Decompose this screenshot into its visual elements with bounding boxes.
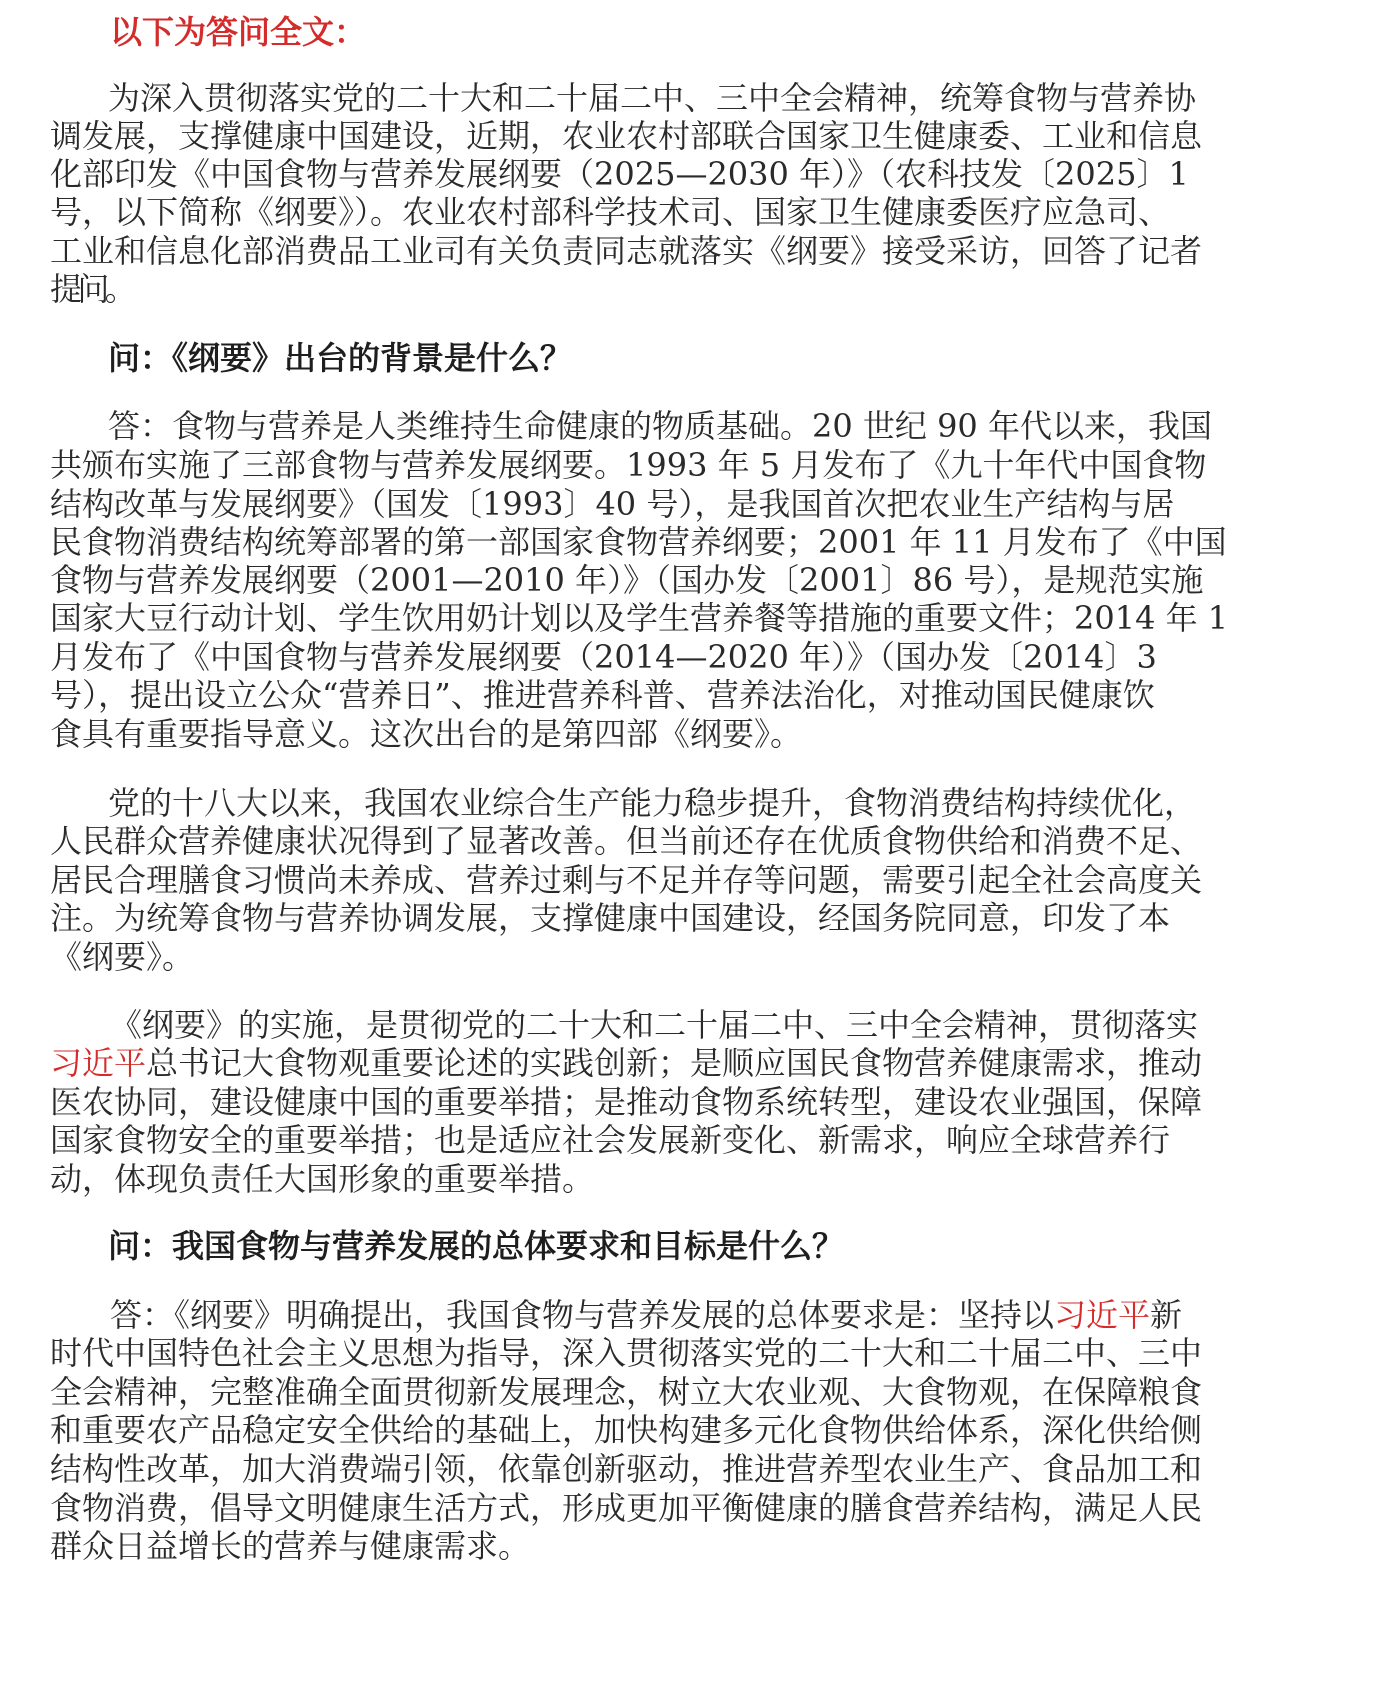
paragraph-line: 《纲要》的实施，是贯彻党的二十大和二十届二中、三中全会精神，贯彻落实	[110, 1006, 1199, 1044]
line-text: 总书记大食物观重要论述的实践创新；是顺应国民食物营养健康需求，推动	[146, 1044, 1203, 1082]
line-text: 新	[1150, 1296, 1183, 1334]
paragraph-line: 全会精神，完整准确全面贯彻新发展理念，树立大农业观、大食物观，在保障粮食	[50, 1373, 1203, 1411]
paragraph-line: 国家食物安全的重要举措；也是适应社会发展新变化、新需求，响应全球营养行	[50, 1121, 1171, 1159]
paragraph-line: 民食物消费结构统筹部署的第一部国家食物营养纲要；2001 年 11 月发布了《中国	[50, 523, 1227, 561]
paragraph-line: 和重要农产品稳定安全供给的基础上，加快构建多元化食物供给体系，深化供给侧	[50, 1411, 1203, 1449]
paragraph-line: 号，以下简称《纲要》）。农业农村部科学技术司、国家卫生健康委医疗应急司、	[50, 193, 1171, 231]
paragraph-line: 号），提出设立公众“营养日”、推进营养科普、营养法治化，对推动国民健康饮	[50, 676, 1155, 714]
paragraph-line: 注。为统筹食物与营养协调发展，支撑健康中国建设，经国务院同意，印发了本	[50, 899, 1171, 937]
highlighted-name: 习近平	[1054, 1296, 1151, 1334]
paragraph-line	[50, 1043, 1234, 1083]
paragraph-line: 医农协同，建设健康中国的重要举措；是推动食物系统转型，建设农业强国，保障	[50, 1083, 1203, 1121]
paragraph-line: 动，体现负责任大国形象的重要举措。	[50, 1160, 595, 1198]
paragraph-line: 人民群众营养健康状况得到了显著改善。但当前还存在优质食物供给和消费不足、	[50, 822, 1203, 860]
paragraph-line: 答：食物与营养是人类维持生命健康的物质基础。20 世纪 90 年代以来，我国	[108, 407, 1212, 445]
paragraph-line: 化部印发《中国食物与营养发展纲要（2025—2030 年）》（农科技发〔2025〕1	[50, 155, 1189, 193]
paragraph-line: 居民合理膳食习惯尚未养成、营养过剩与不足并存等问题，需要引起全社会高度关	[50, 861, 1203, 899]
paragraph-line: 《纲要》。	[50, 938, 195, 976]
intro-title: 以下为答问全文：	[110, 13, 367, 51]
paragraph-line: 月发布了《中国食物与营养发展纲要（2014—2020 年）》（国办发〔2014〕3	[50, 638, 1157, 676]
highlighted-name: 习近平	[50, 1044, 147, 1082]
paragraph-line: 工业和信息化部消费品工业司有关负责同志就落实《纲要》接受采访，回答了记者	[50, 232, 1203, 270]
question-heading: 问：《纲要》出台的背景是什么？	[108, 339, 573, 377]
paragraph-line: 食物消费，倡导文明健康生活方式，形成更加平衡健康的膳食营养结构，满足人民	[50, 1489, 1203, 1527]
paragraph-line: 时代中国特色社会主义思想为指导，深入贯彻落实党的二十大和二十届二中、三中	[50, 1334, 1203, 1372]
paragraph-line: 共颁布实施了三部食物与营养发展纲要。1993 年 5 月发布了《九十年代中国食物	[50, 446, 1207, 484]
paragraph-line: 食物与营养发展纲要（2001—2010 年）》（国办发〔2001〕86 号），是规范实施	[50, 561, 1204, 599]
paragraph-line: 党的十八大以来，我国农业综合生产能力稳步提升，食物消费结构持续优化，	[108, 784, 1197, 822]
line-text: 答：《纲要》明确提出，我国食物与营养发展的总体要求是：坚持以	[110, 1296, 1055, 1334]
paragraph-line: 群众日益增长的营养与健康需求。	[50, 1527, 531, 1565]
paragraph-line: 食具有重要指导意义。这次出台的是第四部《纲要》。	[50, 715, 803, 753]
question-heading: 问：我国食物与营养发展的总体要求和目标是什么？	[108, 1227, 845, 1265]
paragraph-line: 国家大豆行动计划、学生饮用奶计划以及学生营养餐等措施的重要文件；2014 年 1	[50, 599, 1229, 637]
paragraph-line: 结构改革与发展纲要》（国发〔1993〕40 号），是我国首次把农业生产结构与居	[50, 485, 1175, 523]
paragraph-line: 结构性改革，加大消费端引领，依靠创新驱动，推进营养型农业生产、食品加工和	[50, 1450, 1203, 1488]
paragraph-line: 调发展，支撑健康中国建设，近期，农业农村部联合国家卫生健康委、工业和信息	[50, 117, 1203, 155]
paragraph-line: 提问。	[50, 270, 132, 308]
paragraph-line: 为深入贯彻落实党的二十大和二十届二中、三中全会精神，统筹食物与营养协	[108, 79, 1197, 117]
paragraph-line	[110, 1295, 1232, 1335]
